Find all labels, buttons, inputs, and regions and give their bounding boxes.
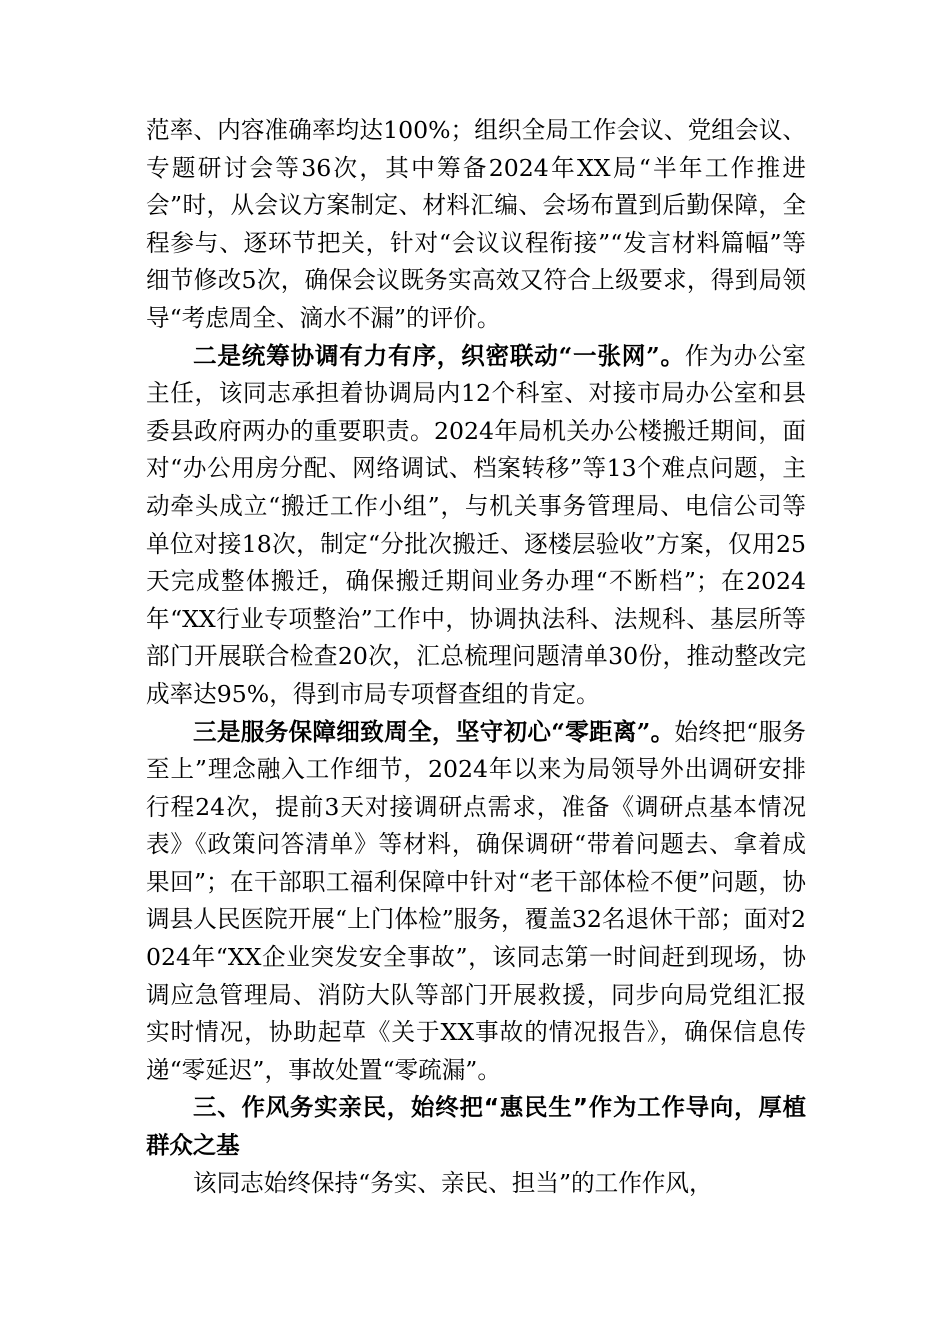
paragraph-text: 始终把“服务至上”理念融入工作细节，2024年以来为局领导外出调研安排行程24次，提前3天对接调研点需求，准备《调研点基本情况表》《政策问答清单》等材料，确保调研“带着问题去、拿着成果回”；在干部职工福利保障中针对“老干部体检不便”问题，协调县人民医院开展“上门体检”服务，覆盖32名退休干部；面对2024年“XX企业突发安全事故”，该同志第一时间赶到现场，协调应急管理局、消防大队等部门开展救援，同步向局党组汇报实时情况，协助起草《关于XX事故的情况报告》，确保信息传递“零延迟”，事故处置“零疏漏”。 — [146, 717, 807, 1084]
paragraph-text: 范率、内容准确率均达100%；组织全局工作会议、党组会议、专题研讨会等36次，其中筹备2024年XX局“半年工作推进会”时，从会议方案制定、材料汇编、会场布置到后勤保障，全程参与、逐环节把关，针对“会议议程衔接”“发言材料篇幅”等细节修改5次，确保会议既务实高效又符合上级要求，得到局领导“考虑周全、滴水不漏”的评价。 — [146, 116, 806, 332]
paragraph-closing: 该同志始终保持“务实、亲民、担当”的工作作风， — [193, 1168, 713, 1197]
paragraph-lead: 三是服务保障细致周全，坚守初心“零距离”。 — [193, 717, 675, 746]
paragraph-coordination — [146, 338, 806, 714]
paragraph-lead: 二是统筹协调有力有序，织密联动“一张网”。 — [193, 341, 685, 370]
paragraph-service — [146, 714, 806, 1090]
section-heading: 三、作风务实亲民，始终把“惠民生”作为工作导向，厚植群众之基 — [146, 1093, 806, 1160]
paragraph-continuation — [146, 112, 806, 338]
paragraph-text: 作为办公室主任，该同志承担着协调局内12个科室、对接市局办公室和县委县政府两办的重要职责。2024年局机关办公楼搬迁期间，面对“办公用房分配、网络调试、档案转移”等13个难点问题，主动牵头成立“搬迁工作小组”，与机关事务管理局、电信公司等单位对接18次，制定“分批次搬迁、逐楼层验收”方案，仅用25天完成整体搬迁，确保搬迁期间业务办理“不断档”；在2024年“XX行业专项整治”工作中，协调执法科、法规科、基层所等部门开展联合检查20次，汇总梳理问题清单30份，推动整改完成率达95%，得到市局专项督查组的肯定。 — [146, 341, 807, 708]
document-page — [146, 112, 806, 1202]
